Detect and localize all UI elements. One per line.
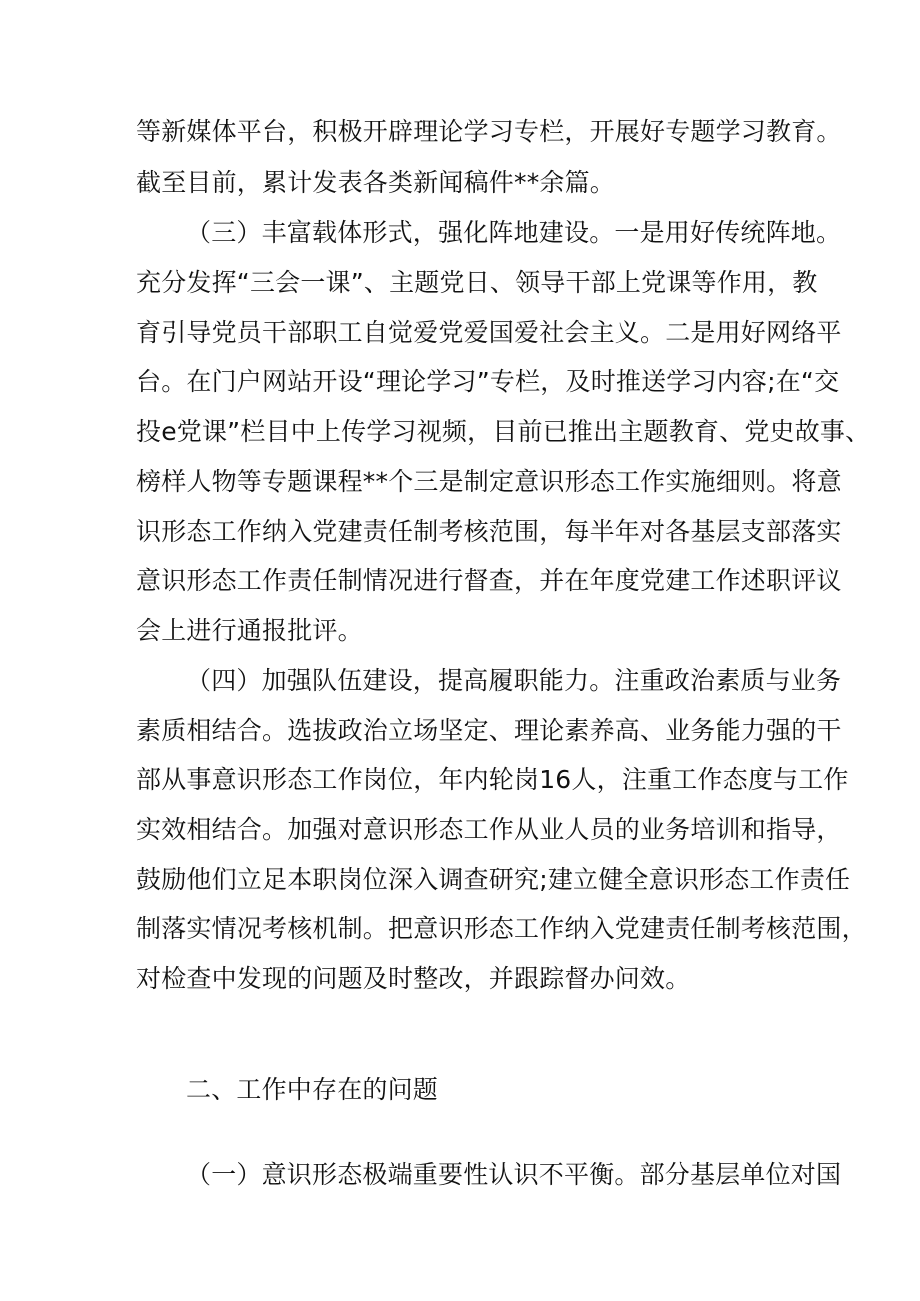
paragraph-3-line-5: 鼓励他们立足本职岗位深入调查研究;建立健全意识形态工作责任 bbox=[136, 865, 851, 894]
paragraph-2-line-8: 意识形态工作责任制情况进行督查，并在年度党建工作述职评议 bbox=[136, 566, 842, 595]
paragraph-2-line-1: （三）丰富载体形式，强化阵地建设。一是用好传统阵地。 bbox=[186, 218, 842, 247]
paragraph-2-line-5: 投e党课”栏目中上传学习视频，目前已推出主题教育、党史故事、 bbox=[136, 417, 871, 446]
paragraph-3-line-3: 部从事意识形态工作岗位，年内轮岗16人，注重工作态度与工作 bbox=[136, 765, 849, 794]
section-heading: 二、工作中存在的问题 bbox=[186, 1075, 439, 1104]
paragraph-3-line-4: 实效相结合。加强对意识形态工作从业人员的业务培训和指导， bbox=[136, 815, 842, 844]
paragraph-3-line-7: 对检查中发现的问题及时整改，并跟踪督办问效。 bbox=[136, 964, 691, 993]
paragraph-2-line-7: 识形态工作纳入党建责任制考核范围，每半年对各基层支部落实 bbox=[136, 517, 842, 546]
paragraph-1-line-1: 等新媒体平台，积极开辟理论学习专栏，开展好专题学习教育。 bbox=[136, 117, 842, 146]
paragraph-3-line-1: （四）加强队伍建设，提高履职能力。注重政治素质与业务 bbox=[186, 666, 842, 695]
paragraph-3-line-2: 素质相结合。选拔政治立场坚定、理论素养高、业务能力强的干 bbox=[136, 716, 842, 745]
paragraph-4-line-1: （一）意识形态极端重要性认识不平衡。部分基层单位对国 bbox=[186, 1160, 842, 1189]
paragraph-2-line-9: 会上进行通报批评。 bbox=[136, 616, 363, 645]
paragraph-2-line-6: 榜样人物等专题课程**个三是制定意识形态工作实施细则。将意 bbox=[136, 467, 842, 496]
paragraph-2-line-4: 台。在门户网站开设“理论学习”专栏，及时推送学习内容;在“交 bbox=[136, 367, 840, 396]
paragraph-2-line-2: 充分发挥“三会一课”、主题党日、领导干部上党课等作用，教 bbox=[136, 268, 818, 297]
paragraph-1-line-2: 截至目前，累计发表各类新闻稿件**余篇。 bbox=[136, 168, 616, 197]
paragraph-2-line-3: 育引导党员干部职工自觉爱党爱国爱社会主义。二是用好网络平 bbox=[136, 318, 842, 347]
paragraph-3-line-6: 制落实情况考核机制。把意识形态工作纳入党建责任制考核范围， bbox=[136, 914, 867, 943]
